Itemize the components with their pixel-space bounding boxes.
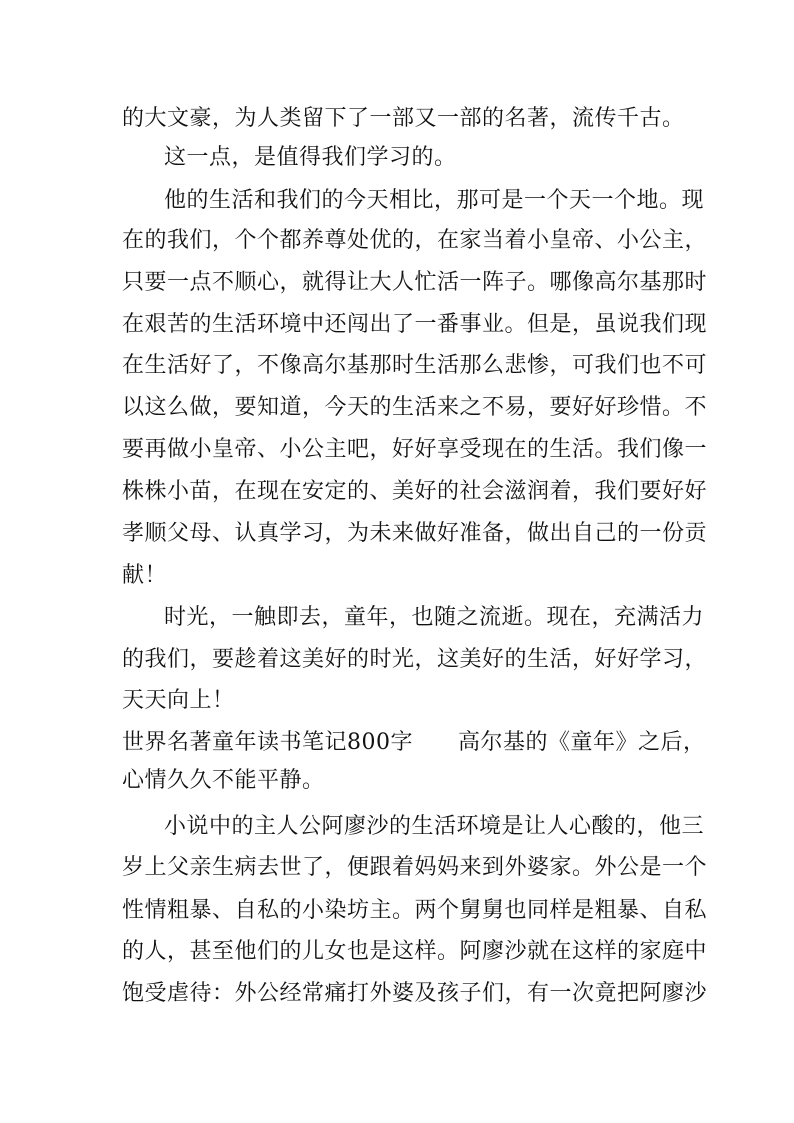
text-line-13: 时光，一触即去，童年，也随之流逝。现在，充满活力: [164, 605, 705, 630]
text-line-12: 献！: [122, 563, 168, 588]
text-line-7: 在生活好了，不像高尔基那时生活那么悲惨，可我们也不可: [122, 353, 708, 378]
text-line-21: 的人，甚至他们的儿女也是这样。阿廖沙就在这样的家庭中: [122, 939, 708, 964]
text-line-2: 这一点，是值得我们学习的。: [164, 145, 457, 170]
text-line-17: 心情久久不能平静。: [122, 768, 325, 793]
text-line-20: 性情粗暴、自私的小染坊主。两个舅舅也同样是粗暴、自私: [122, 898, 708, 923]
text-line-16: 世界名著童年读书笔记800字 高尔基的《童年》之后，: [122, 730, 706, 755]
text-line-15: 天天向上！: [122, 688, 235, 713]
text-line-4: 在的我们，个个都养尊处优的，在家当着小皇帝、小公主，: [122, 228, 708, 253]
text-line-14: 的我们，要趁着这美好的时光，这美好的生活，好好学习，: [122, 647, 708, 672]
text-line-8: 以这么做，要知道，今天的生活来之不易，要好好珍惜。不: [122, 395, 708, 420]
text-line-9: 要再做小皇帝、小公主吧，好好享受现在的生活。我们像一: [122, 437, 708, 462]
text-line-22: 饱受虐待：外公经常痛打外婆及孩子们，有一次竟把阿廖沙: [122, 981, 708, 1006]
text-line-3: 他的生活和我们的今天相比，那可是一个天一个地。现: [164, 188, 705, 213]
text-line-5: 只要一点不顺心，就得让大人忙活一阵子。哪像高尔基那时: [122, 270, 708, 295]
text-line-1: 的大文豪，为人类留下了一部又一部的名著，流传千古。: [122, 106, 685, 131]
text-line-6: 在艰苦的生活环境中还闯出了一番事业。但是，虽说我们现: [122, 312, 708, 337]
text-line-11: 孝顺父母、认真学习，为未来做好准备，做出自己的一份贡: [122, 521, 708, 546]
text-line-19: 岁上父亲生病去世了，便跟着妈妈来到外婆家。外公是一个: [122, 855, 708, 880]
text-line-10: 株株小苗，在现在安定的、美好的社会滋润着，我们要好好: [122, 479, 708, 504]
text-line-18: 小说中的主人公阿廖沙的生活环境是让人心酸的，他三: [164, 814, 705, 839]
